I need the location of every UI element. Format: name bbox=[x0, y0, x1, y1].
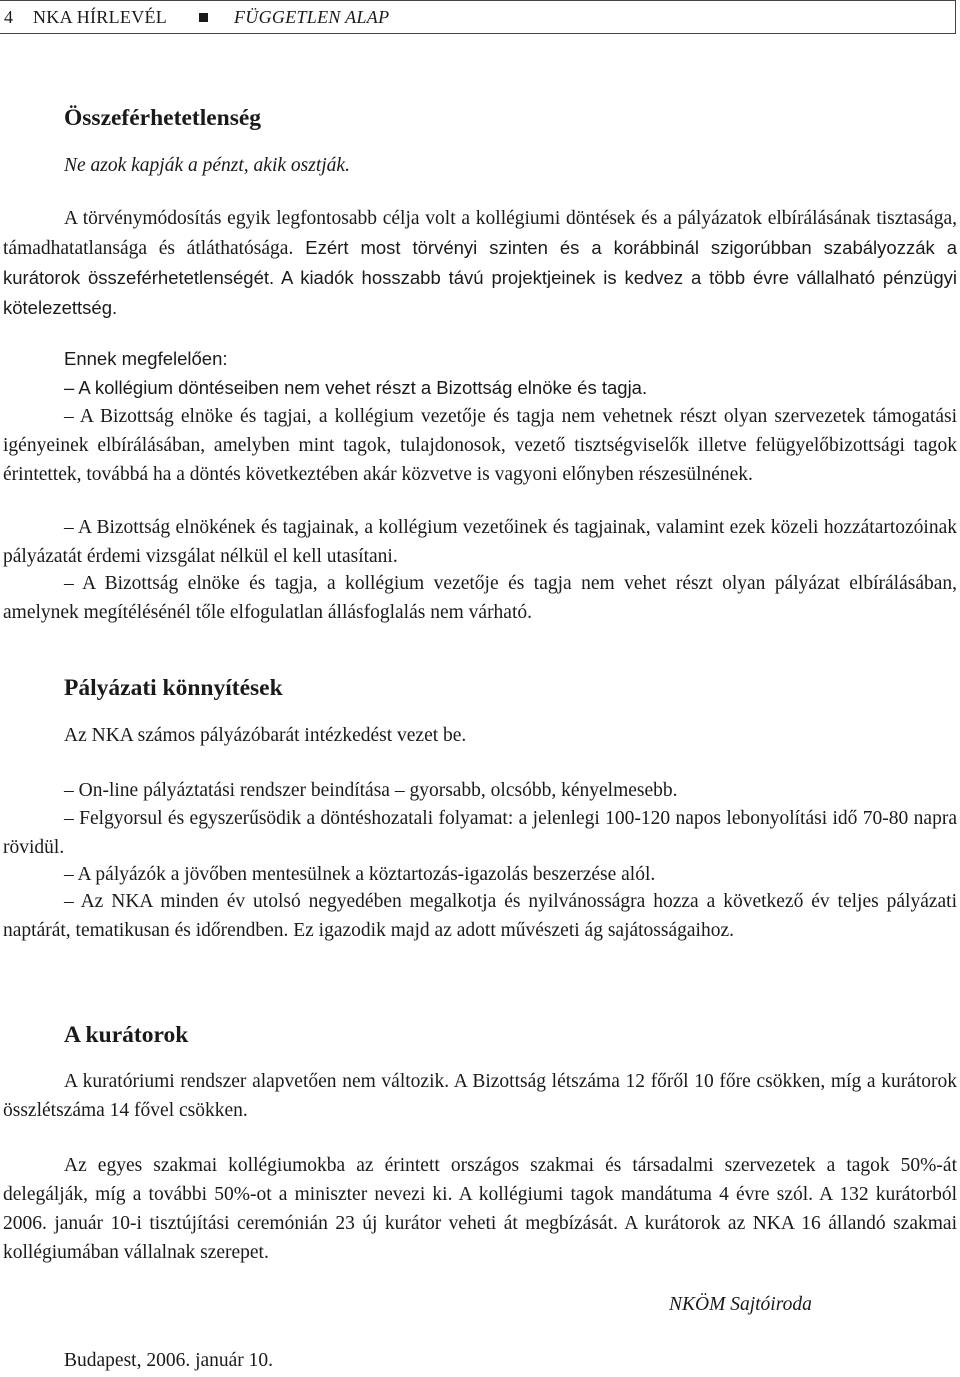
page-number: 4 bbox=[4, 7, 14, 27]
heading-palyazati-konnyitesek: Pályázati könnyítések bbox=[64, 675, 283, 701]
list-item: – A pályázók a jövőben mentesülnek a köztartozás-igazolás beszerzése alól. bbox=[64, 864, 656, 885]
running-header bbox=[0, 0, 956, 34]
newsletter-title: NKA HÍRLEVÉL bbox=[33, 7, 168, 27]
list-item: – Felgyorsul és egyszerűsödik a döntéshozatali folyamat: a jelenlegi 100-120 napos lebonyolítási idő 70-80 napra rövidül. bbox=[3, 808, 957, 858]
list-intro: Ennek megfelelően: bbox=[64, 348, 228, 369]
heading-osszeferhetetlenseg: Összeférhetetlenség bbox=[64, 105, 262, 131]
paragraph: A kuratóriumi rendszer alapvetően nem változik. A Bizottság létszáma 12 főről 10 főre csökken, míg a kurátorok összlétszáma 14 fővel csökken. bbox=[3, 1071, 957, 1121]
date-line: Budapest, 2006. január 10. bbox=[64, 1350, 274, 1371]
list-item: – A kollégium döntéseiben nem vehet részt a Bizottság elnöke és tagja. bbox=[64, 377, 648, 398]
intro-serif-text: A törvénymódosítás egyik legfontosabb célja volt a kollégiumi döntések és a pályázatok elbírálásának tisztasága, támadhatatlansága és átláthatósága. bbox=[3, 208, 957, 259]
square-bullet-icon bbox=[199, 13, 208, 22]
signature: NKÖM Sajtóiroda bbox=[669, 1294, 812, 1315]
list-item: – A Bizottság elnökének és tagjainak, a kollégium vezetőinek és tagjainak, valamint ezek közeli hozzátartozóinak pályázatát érdemi vizsgálat nélkül el kell utasítani. bbox=[3, 517, 957, 567]
list-item: – A Bizottság elnöke és tagja, a kollégium vezetője és tagja nem vehet részt olyan pályázat elbírálásában, amelynek megítélésénél tőle elfogulatlan állásfoglalás nem várható. bbox=[3, 573, 957, 623]
intro-paragraph bbox=[3, 204, 957, 323]
list-item: – On-line pályáztatási rendszer beindítása – gyorsabb, olcsóbb, kényelmesebb. bbox=[64, 780, 678, 801]
section-lead: Ne azok kapják a pénzt, akik osztják. bbox=[64, 155, 350, 176]
list-item: – A Bizottság elnöke és tagjai, a kollégium vezetője és tagja nem vehetnek részt olyan szervezetek támogatási igényeinek elbírálásában, amelyben mint tagok, tulajdonosok, vezető tisztségviselők illetve felügyelőbizottsági tagok érintettek, továbbá ha a döntés következtében akár közvetve is vagyoni előnyben részesülnének. bbox=[3, 406, 957, 485]
intro-sans-text: Ezért most törvényi szinten és a korábbinál szigorúbban szabályozzák a kurátorok összeférhetetlenségét. A kiadók hosszabb távú projektjeinek is kedvez a több évre vállalható pénzügyi kötelezettség. bbox=[3, 237, 957, 318]
paragraph: Az egyes szakmai kollégiumokba az érintett országos szakmai és társadalmi szervezetek a tagok 50%-át delegálják, míg a további 50%-ot a miniszter nevezi ki. A kollégiumi tagok mandátuma 4 évre szól. A 132 kurátorból 2006. január 10-i tisztújítási ceremónián 23 új kurátor veheti át megbízását. A kurátorok az NKA 16 állandó szakmai kollégiumában vállalnak szerepet. bbox=[3, 1155, 957, 1263]
heading-a-kuratorok: A kurátorok bbox=[64, 1022, 189, 1048]
list-item: – Az NKA minden év utolsó negyedében megalkotja és nyilvánosságra hozza a következő év teljes pályázati naptárát, tematikusan és időrendben. Ez igazodik majd az adott művészeti ág sajátosságaihoz. bbox=[3, 891, 957, 941]
section-intro: Az NKA számos pályázóbarát intézkedést vezet be. bbox=[64, 725, 467, 746]
newsletter-subtitle: FÜGGETLEN ALAP bbox=[234, 7, 390, 27]
